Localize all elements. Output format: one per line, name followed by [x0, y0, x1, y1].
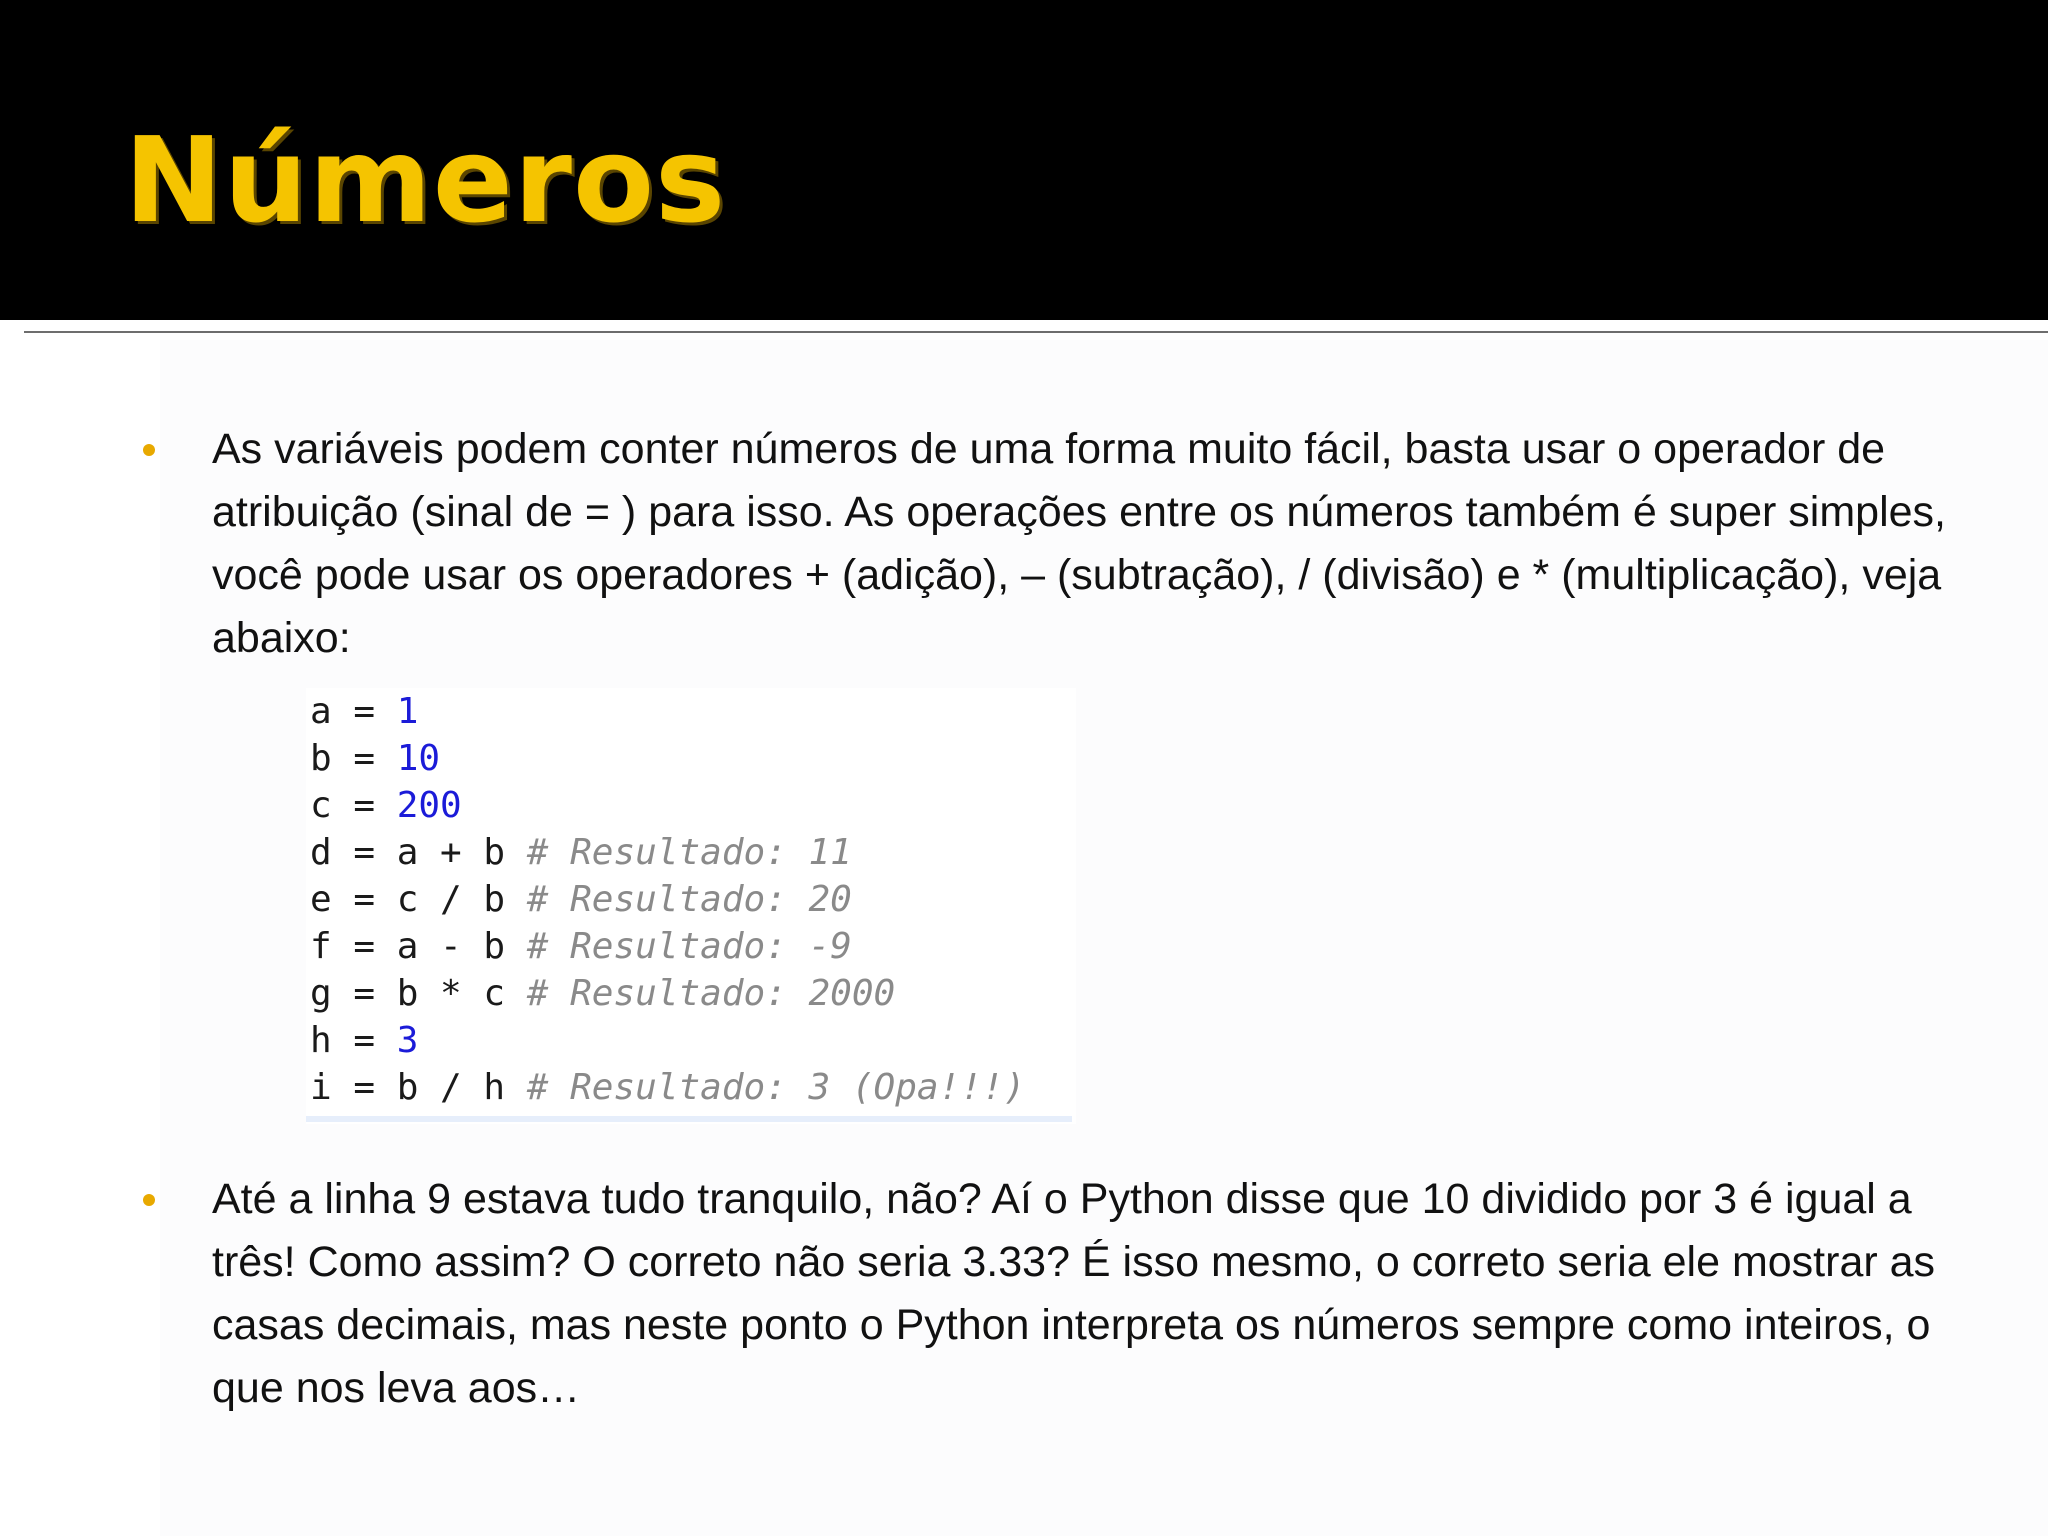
- code-comment: # Resultado: 11: [526, 832, 852, 873]
- bullet-text-intro: As variáveis podem conter números de uma forma muito fácil, basta usar o operador de atribuição (sinal de = ) para isso. As operações entre os números também é super simples, você pode usar os operadores + (adição), – (subtração), / (divisão) e * (multiplicação), veja abaixo:: [212, 425, 1946, 662]
- code-comment: # Resultado: -9: [526, 926, 852, 967]
- bullet-marker-icon: [143, 444, 155, 456]
- code-number: 10: [396, 738, 441, 779]
- code-number: 1: [396, 691, 419, 732]
- code-line: [310, 1064, 1025, 1111]
- code-line: [310, 688, 418, 735]
- code-line: [310, 829, 852, 876]
- code-underline: [306, 1116, 1072, 1122]
- code-comment: # Resultado: 2000: [526, 973, 896, 1014]
- code-text: d = a + b: [310, 832, 527, 873]
- code-text: h =: [310, 1020, 397, 1061]
- code-example: [306, 688, 1076, 1124]
- code-text: e = c / b: [310, 879, 527, 920]
- code-line: [310, 1017, 418, 1064]
- code-text: a =: [310, 691, 397, 732]
- slide-title: Números: [124, 111, 727, 249]
- code-text: g = b * c: [310, 973, 527, 1014]
- code-line: [310, 876, 852, 923]
- code-text: f = a - b: [310, 926, 527, 967]
- code-number: 200: [396, 785, 462, 826]
- code-comment: # Resultado: 3 (Opa!!!): [526, 1067, 1026, 1108]
- code-line: [310, 782, 462, 829]
- code-text: i = b / h: [310, 1067, 527, 1108]
- bullet-text-explanation: Até a linha 9 estava tudo tranquilo, não? Aí o Python disse que 10 dividido por 3 é igual a três! Como assim? O correto não seria 3.33? É isso mesmo, o correto seria ele mostrar as casas decimais, mas neste ponto o Python interpreta os números sempre como inteiros, o que nos leva aos…: [212, 1175, 1936, 1412]
- code-line: [310, 970, 895, 1017]
- code-number: 3: [396, 1020, 419, 1061]
- title-divider: [24, 331, 2048, 333]
- code-text: b =: [310, 738, 397, 779]
- bullet-marker-icon: [143, 1194, 155, 1206]
- code-line: [310, 735, 440, 782]
- code-text: c =: [310, 785, 397, 826]
- code-comment: # Resultado: 20: [526, 879, 852, 920]
- code-line: [310, 923, 852, 970]
